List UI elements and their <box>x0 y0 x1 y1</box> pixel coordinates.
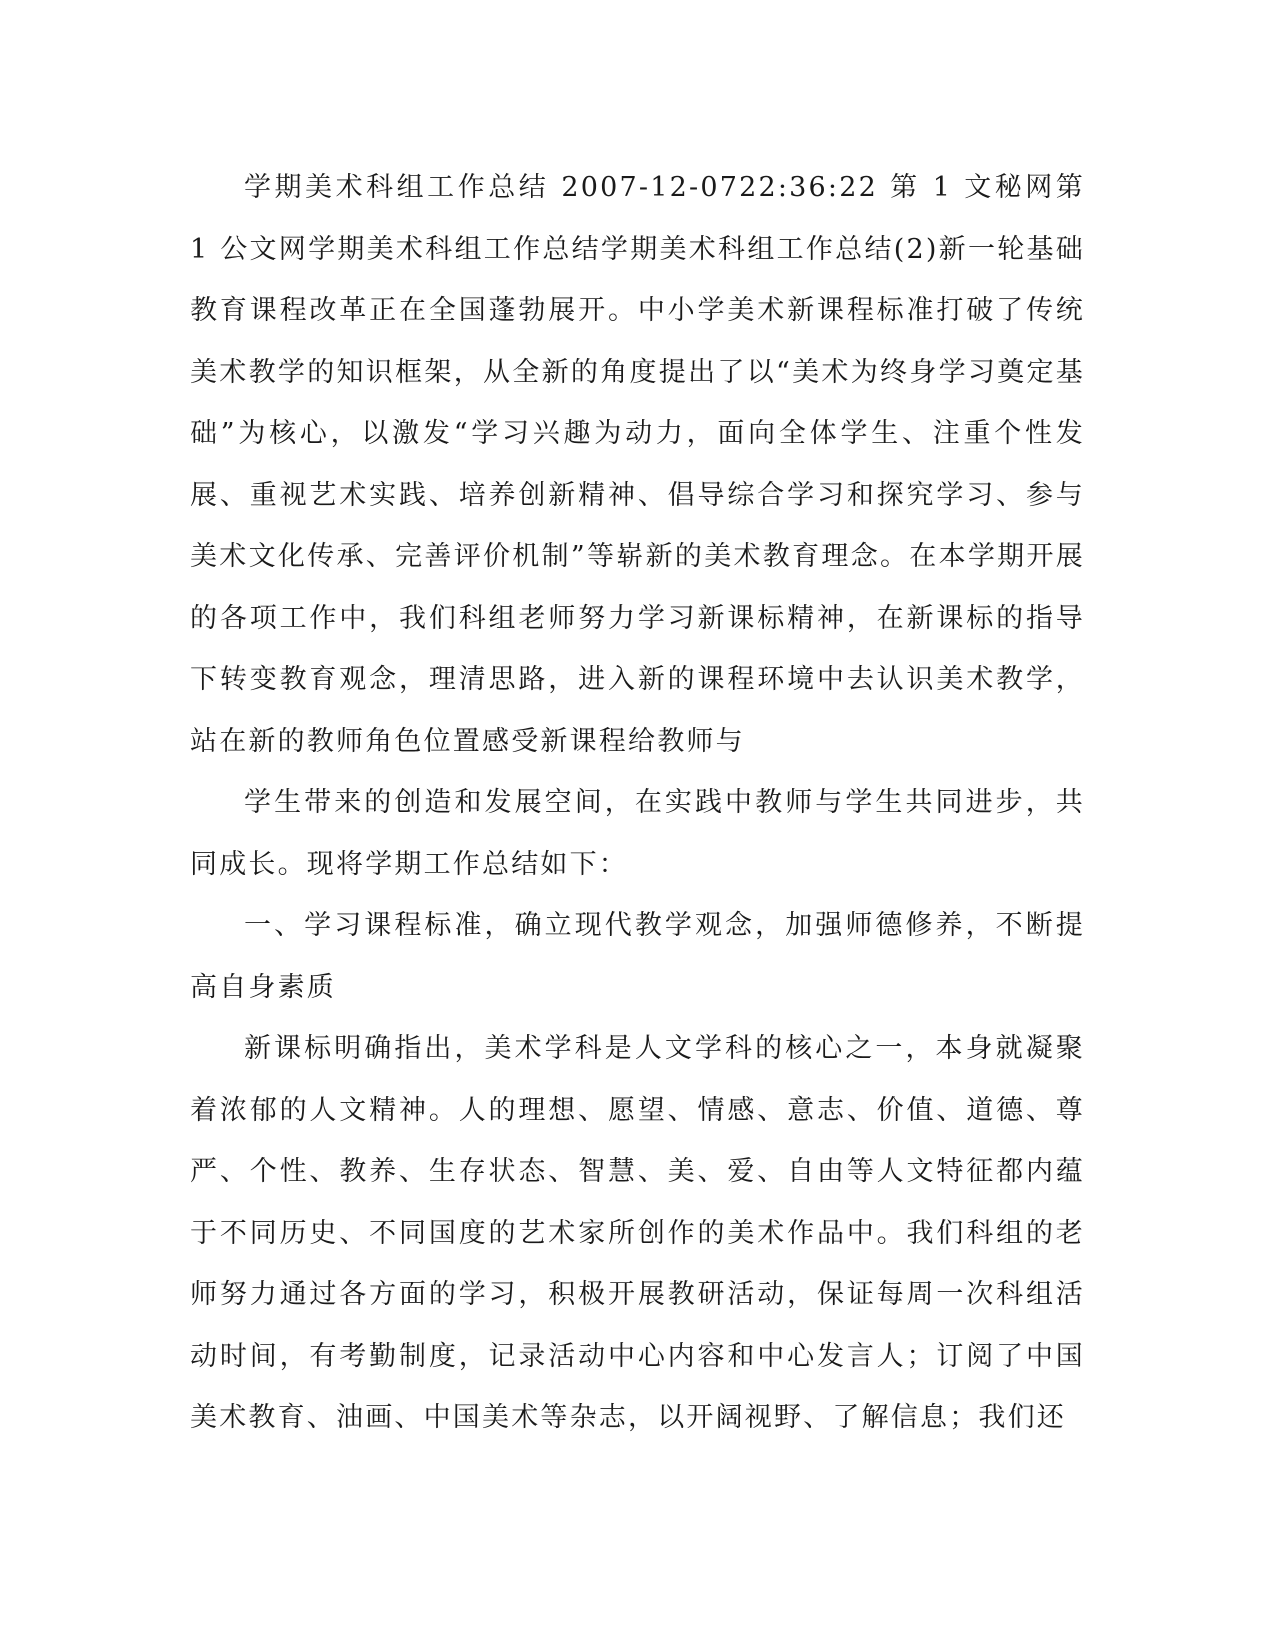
paragraph-intro: 学期美术科组工作总结 2007-12-0722:36:22 第 1 文秘网第 1 公文网学期美术科组工作总结学期美术科组工作总结(2)新一轮基础教育课程改革正在全国蓬勃展开。中小学美术新课程标准打破了传统美术教学的知识框架，从全新的角度提出了以“美术为终身学习奠定基础”为核心，以激发“学习兴趣为动力，面向全体学生、注重个性发展、重视艺术实践、培养创新精神、倡导综合学习和探究学习、参与美术文化传承、完善评价机制”等崭新的美术教育理念。在本学期开展的各项工作中，我们科组老师努力学习新课标精神，在新课标的指导下转变教育观念，理清思路，进入新的课程环境中去认识美术教学，站在新的教师角色位置感受新课程给教师与 <box>190 172 1085 757</box>
section-heading-1: 一、学习课程标准，确立现代教学观念，加强师德修养，不断提高自身素质 <box>190 910 1085 1003</box>
document-body <box>190 157 1085 1449</box>
paragraph-continuation: 学生带来的创造和发展空间，在实践中教师与学生共同进步，共同成长。现将学期工作总结如下： <box>190 787 1085 880</box>
paragraph-section-1: 新课标明确指出，美术学科是人文学科的核心之一，本身就凝聚着浓郁的人文精神。人的理想、愿望、情感、意志、价值、道德、尊严、个性、教养、生存状态、智慧、美、爱、自由等人文特征都内蕴于不同历史、不同国度的艺术家所创作的美术作品中。我们科组的老师努力通过各方面的学习，积极开展教研活动，保证每周一次科组活动时间，有考勤制度，记录活动中心内容和中心发言人；订阅了中国美术教育、油画、中国美术等杂志，以开阔视野、了解信息；我们还 <box>190 1033 1085 1433</box>
